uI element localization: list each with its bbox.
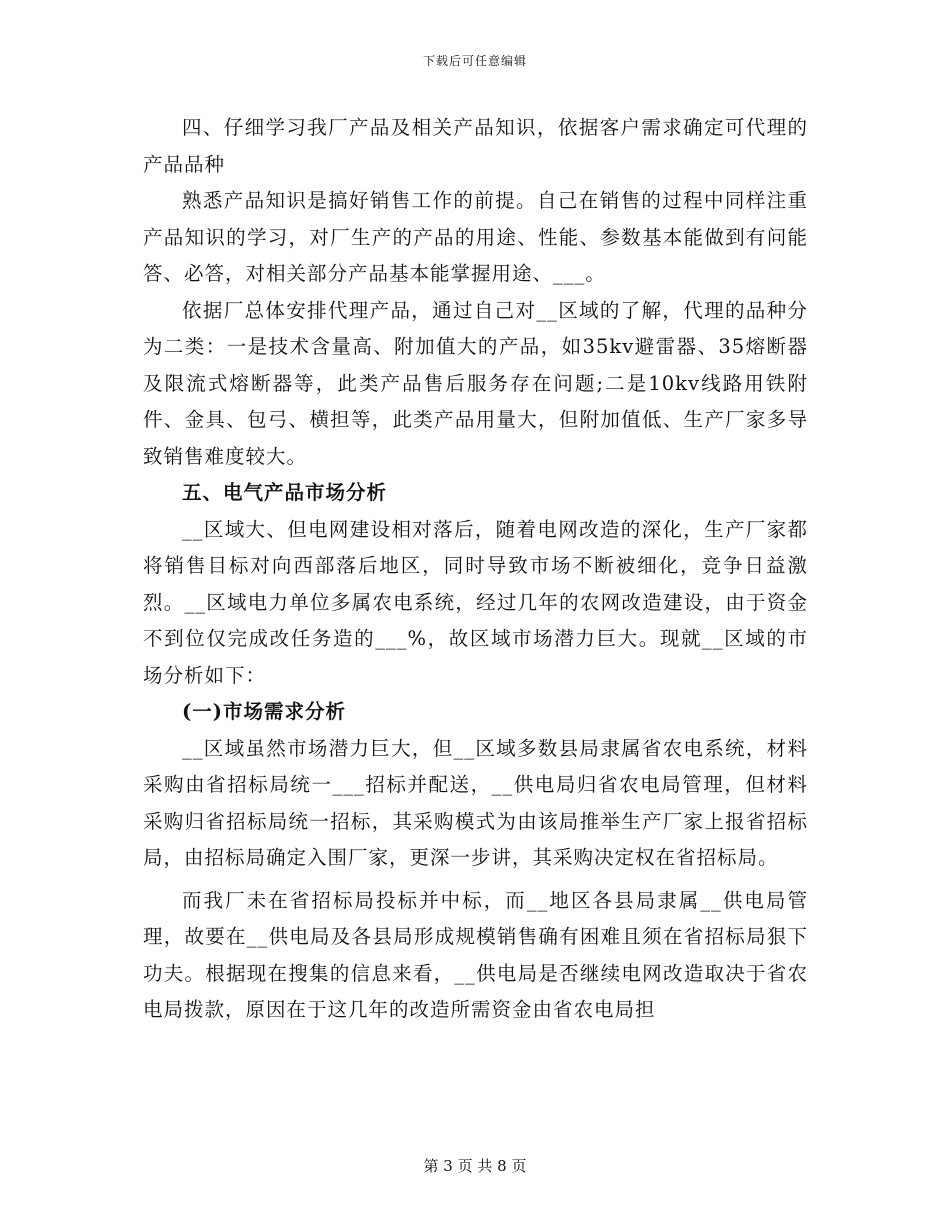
document-body [143,110,808,1029]
section-heading-4: 四、仔细学习我厂产品及相关产品知识，依据客户需求确定可代理的产品品种 [143,116,808,176]
subsection-heading: (一)市场需求分析 [182,700,346,723]
paragraph: 熟悉产品知识是搞好销售工作的前提。自己在销售的过程中同样注重产品知识的学习，对厂生产的产品的用途、性能、参数基本能做到有问能答、必答，对相关部分产品基本能掌握用途、___。 [143,189,808,285]
page-footer: 第 3 页 共 8 页 [423,1157,527,1175]
page-header: 下载后可任意编辑 [422,54,527,68]
paragraph: 而我厂未在省招标局投标并中标，而__地区各县局隶属__供电局管理，故要在__供电局及各县局形成规模销售确有困难且须在省招标局狠下功夫。根据现在搜集的信息来看，__供电局是否继续电网改造取决于省农电局拨款，原因在于这几年的改造所需资金由省农电局担 [143,888,808,1021]
section-heading-5: 五、电气产品市场分析 [182,481,388,504]
paragraph: 依据厂总体安排代理产品，通过自己对__区域的了解，代理的品种分为二类：一是技术含量高、附加值大的产品，如35kv避雷器、35熔断器及限流式熔断器等，此类产品售后服务存在问题;二是10kv线路用铁附件、金具、包弓、横担等，此类产品用量大，但附加值低、生产厂家多导致销售难度较大。 [143,298,808,468]
paragraph: __区域大、但电网建设相对落后，随着电网改造的深化，生产厂家都将销售目标对向西部落后地区，同时导致市场不断被细化，竞争日益激烈。__区域电力单位多属农电系统，经过几年的农网改造建设，由于资金不到位仅完成改任务造的___%，故区域市场潜力巨大。现就__区域的市场分析如下： [143,517,808,687]
paragraph: __区域虽然市场潜力巨大，但__区域多数县局隶属省农电系统，材料采购由省招标局统一___招标并配送，__供电局归省农电局管理，但材料采购归省招标局统一招标，其采购模式为由该局推举生产厂家上报省招标局，由招标局确定入围厂家，更深一步讲，其采购决定权在省招标局。 [143,736,808,869]
